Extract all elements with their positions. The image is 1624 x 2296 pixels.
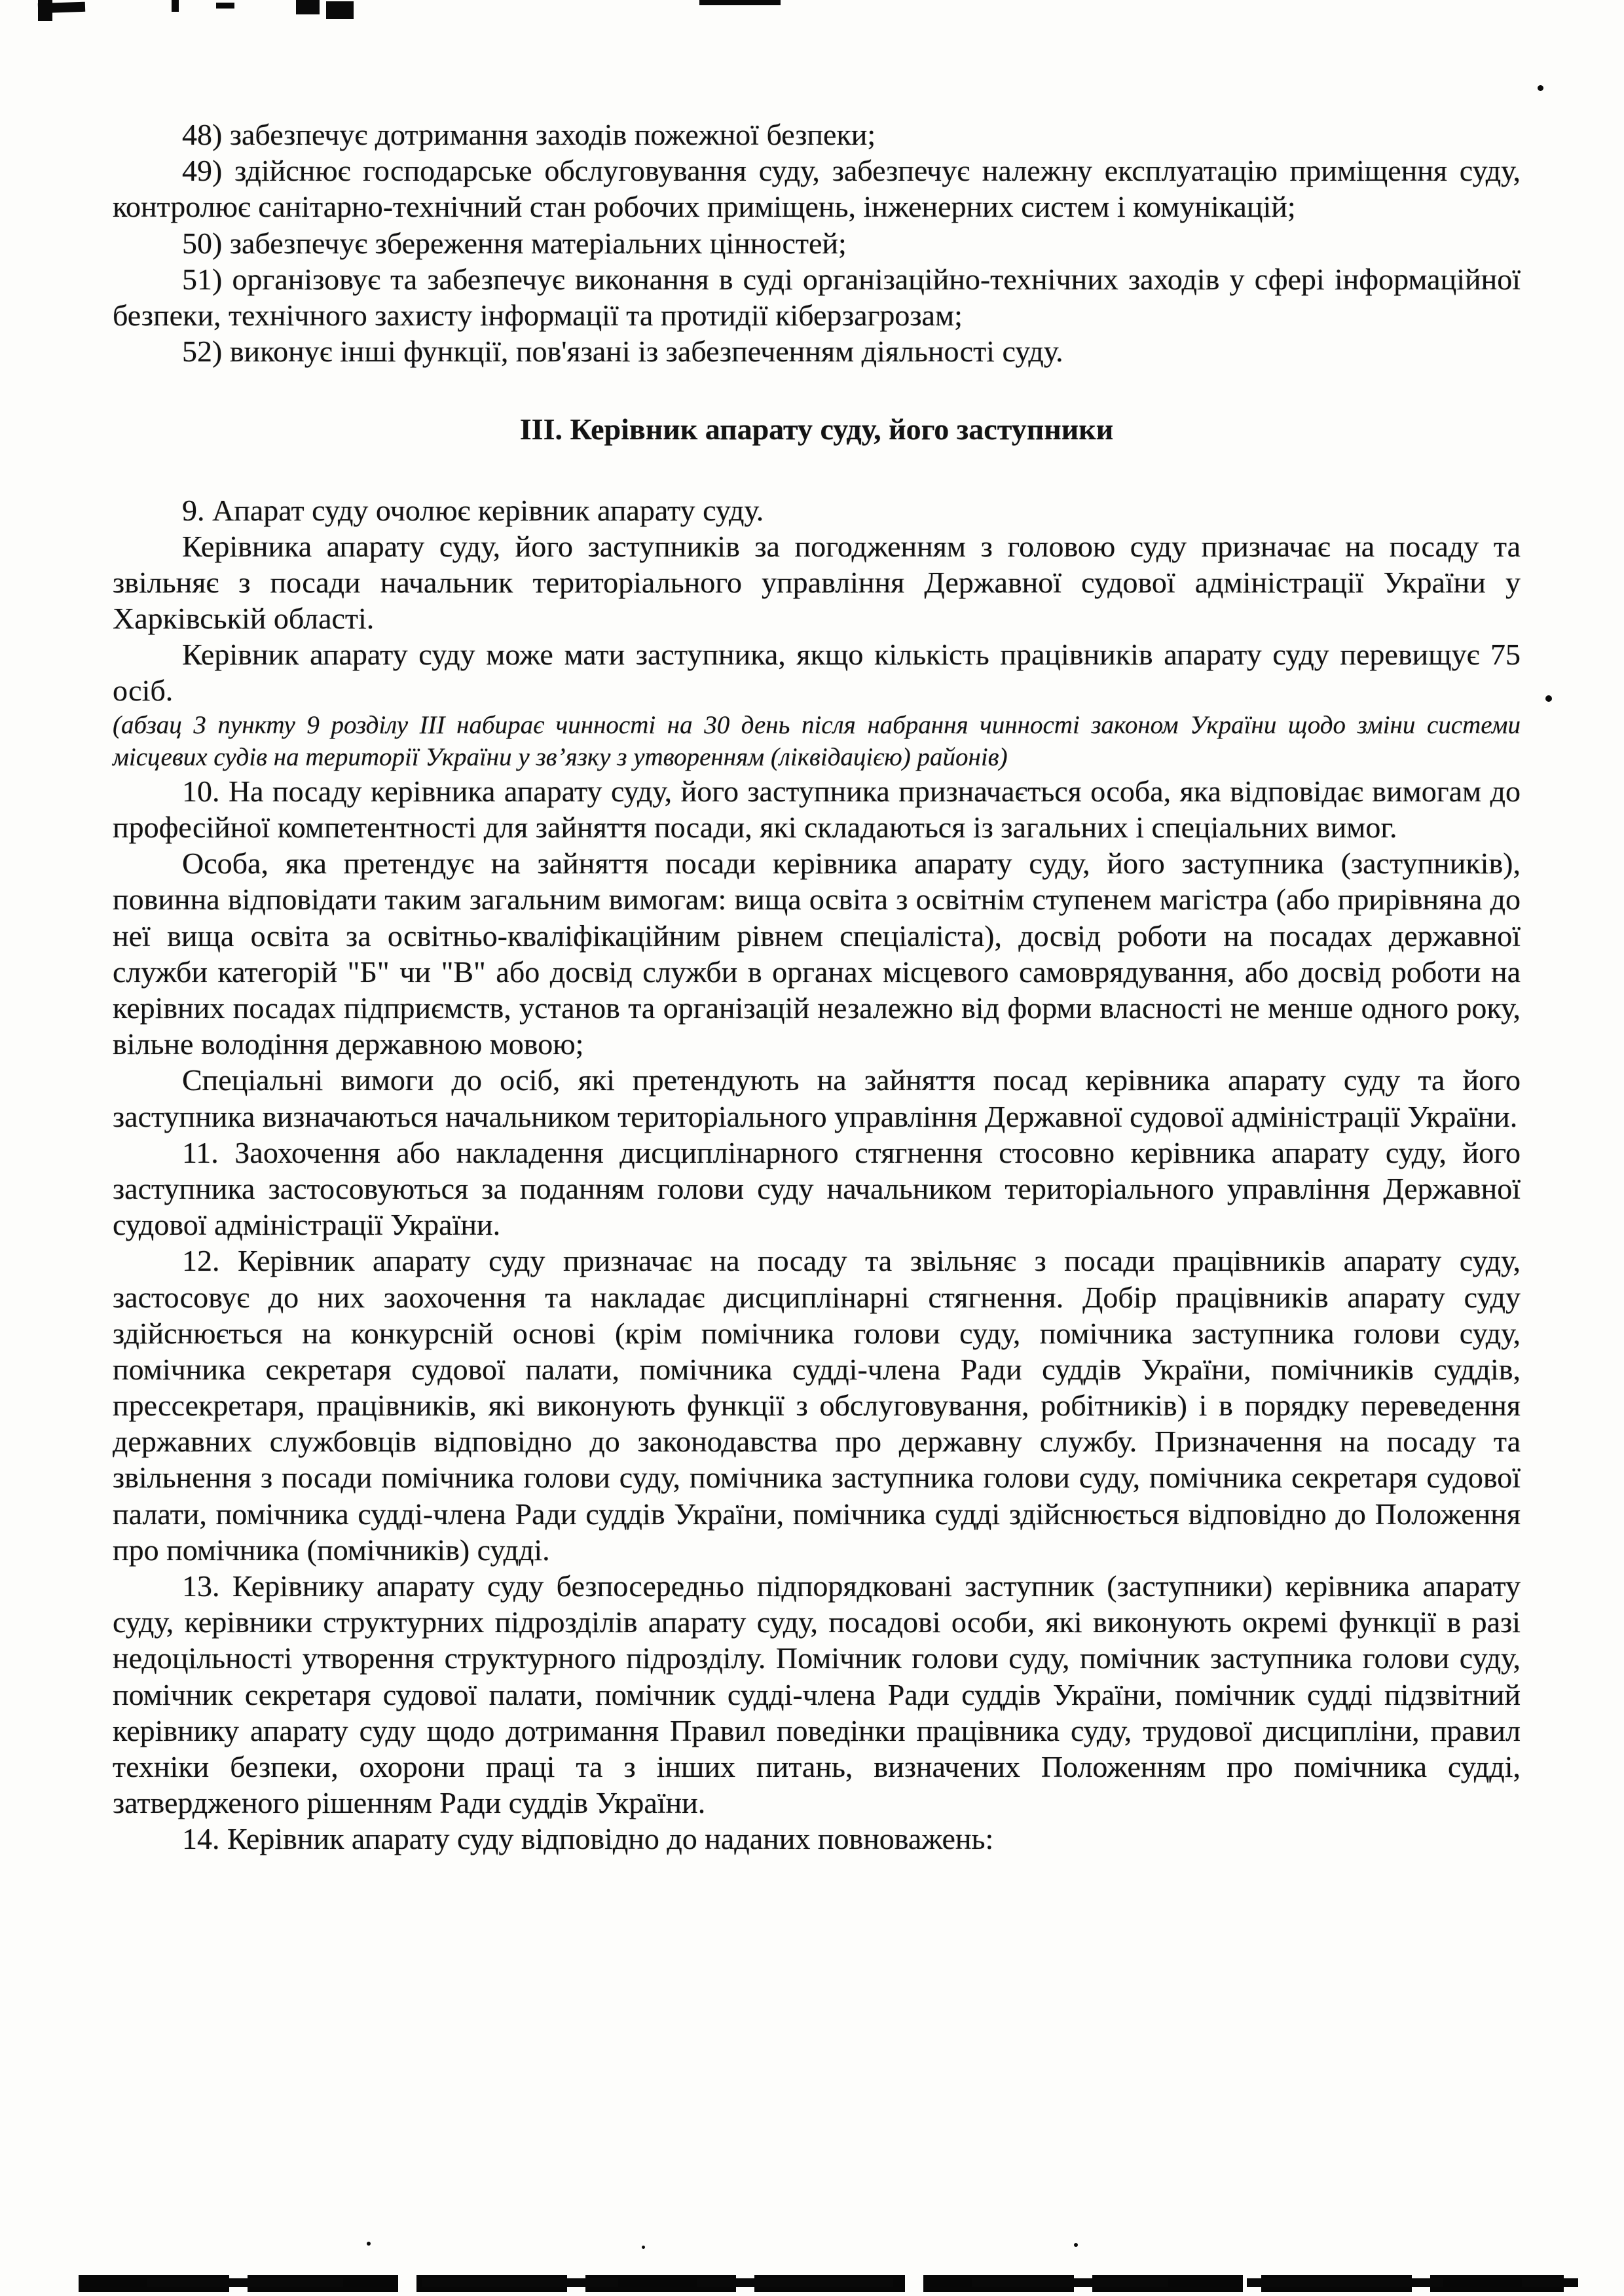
scan-artifact-speck	[367, 2242, 371, 2246]
scan-artifact-dot	[1538, 85, 1543, 91]
paragraph: 10. На посаду керівника апарату суду, його заступника призначається особа, яка відповідає вимогам до професійної компетентності для зайняття посади, які складаються із загальних і спеціальних вимог.	[113, 774, 1521, 845]
scan-artifact-blob-2	[326, 1, 354, 19]
paragraph: 51) організовує та забезпечує виконання в суді організаційно-технічних заходів у сфері інформаційної безпеки, технічного захисту інформації та протидії кіберзагрозам;	[113, 262, 1521, 332]
paragraph: 48) забезпечує дотримання заходів пожежної безпеки;	[182, 118, 876, 151]
paragraph: Особа, яка претендує на зайняття посади керівника апарату суду, його заступника (заступників), повинна відповідати таким загальним вимогам: вища освіта з освітнім ступенем магістра (або прирівняна до неї вища освіта за освітньо-кваліфікаційним рівнем спеціаліста), досвід роботи на посадах державної служби категорій "Б" чи "В" або досвід служби в органах місцевого самоврядування, або досвід роботи на керівних посадах підприємств, установ та організацій незалежно від форми власності не менше одного року, вільне володіння державною мовою;	[113, 847, 1521, 1061]
paragraph: 14. Керівник апарату суду відповідно до наданих повноважень:	[182, 1822, 994, 1856]
paragraph: Керівник апарату суду може мати заступника, якщо кількість працівників апарату суду перевищує 75 осіб.	[113, 638, 1521, 708]
note-paragraph: (абзац 3 пункту 9 розділу III набирає чинності на 30 день після набрання чинності законом України щодо зміни системи місцевих судів на території України у зв’язку з утворенням (ліквідацією) районів)	[113, 710, 1521, 771]
paragraph: 9. Апарат суду очолює керівник апарату суду.	[182, 493, 764, 527]
paragraph: Керівника апарату суду, його заступників за погодженням з головою суду призначає на посаду та звільняє з посади начальник територіального управління Державної судової адміністрації України у Харківській області.	[113, 529, 1521, 636]
paragraph: 11. Заохочення або накладення дисциплінарного стягнення стосовно керівника апарату суду, його заступника застосовуються за поданням голови суду начальником територіального управління Державної судової адміністрації України.	[113, 1135, 1521, 1242]
paragraph: 52) виконує інші функції, пов'язані із забезпеченням діяльності суду.	[182, 335, 1063, 369]
scan-artifact-dot-2	[1545, 695, 1552, 702]
scan-artifact-tick	[172, 0, 179, 12]
scan-artifact-bottom-edge-2	[68, 2278, 1578, 2287]
document-body	[113, 117, 1521, 1857]
section-heading: III. Керівник апарату суду, його заступники	[519, 412, 1114, 446]
scan-artifact-top-line	[699, 0, 781, 5]
paragraph: 13. Керівнику апарату суду безпосередньо підпорядковані заступник (заступники) керівника апарату суду, керівники структурних підрозділів апарату суду, посадові особи, які виконують окремі функції в разі недоцільності утворення структурного підрозділу. Помічник голови суду, помічник заступника голови суду, помічник секретаря судової палати, помічник судді-члена Ради суддів України, помічник судді підзвітний керівнику апарату суду щодо дотримання Правил поведінки працівника суду, трудової дисципліни, правил техніки безпеки, охорони праці та з інших питань, визначених Положенням про помічника судді, затвердженого рішенням Ради суддів України.	[113, 1569, 1521, 1820]
scan-artifact-speck-3	[1074, 2243, 1078, 2247]
paragraph: 50) забезпечує збереження матеріальних цінностей;	[182, 226, 847, 260]
paragraph: 12. Керівник апарату суду призначає на посаду та звільняє з посади працівників апарату суду, застосовує до них заохочення та накладає дисциплінарні стягнення. Добір працівників апарату суду здійснюється на конкурсній основі (крім помічника голови суду, помічника заступника голови суду, помічника секретаря судової палати, помічника судді-члена Ради суддів України, помічників суддів, прессекретаря, працівників, які виконують функції з обслуговування, робітників) і в порядку переведення державних службовців відповідно до законодавства про державну службу. Призначення на посаду та звільнення з посади помічника голови суду, помічника заступника голови суду, помічника секретаря судової палати, помічника судді-члена Ради суддів України, помічника судді здійснюється відповідно до Положення про помічника (помічників) судді.	[113, 1244, 1521, 1567]
scan-artifact-blob	[296, 0, 320, 14]
scan-artifact-tick-2	[216, 3, 234, 9]
scan-artifact-speck-2	[642, 2246, 645, 2249]
paragraph: Спеціальні вимоги до осіб, які претендують на зайняття посад керівника апарату суду та його заступника визначаються начальником територіального управління Державної судової адміністрації України.	[113, 1063, 1521, 1133]
scan-artifact-top-left-2	[38, 0, 52, 21]
paragraph: 49) здійснює господарське обслуговування суду, забезпечує належну експлуатацію приміщення суду, контролює санітарно-технічний стан робочих приміщень, інженерних систем і комунікацій;	[113, 154, 1521, 224]
